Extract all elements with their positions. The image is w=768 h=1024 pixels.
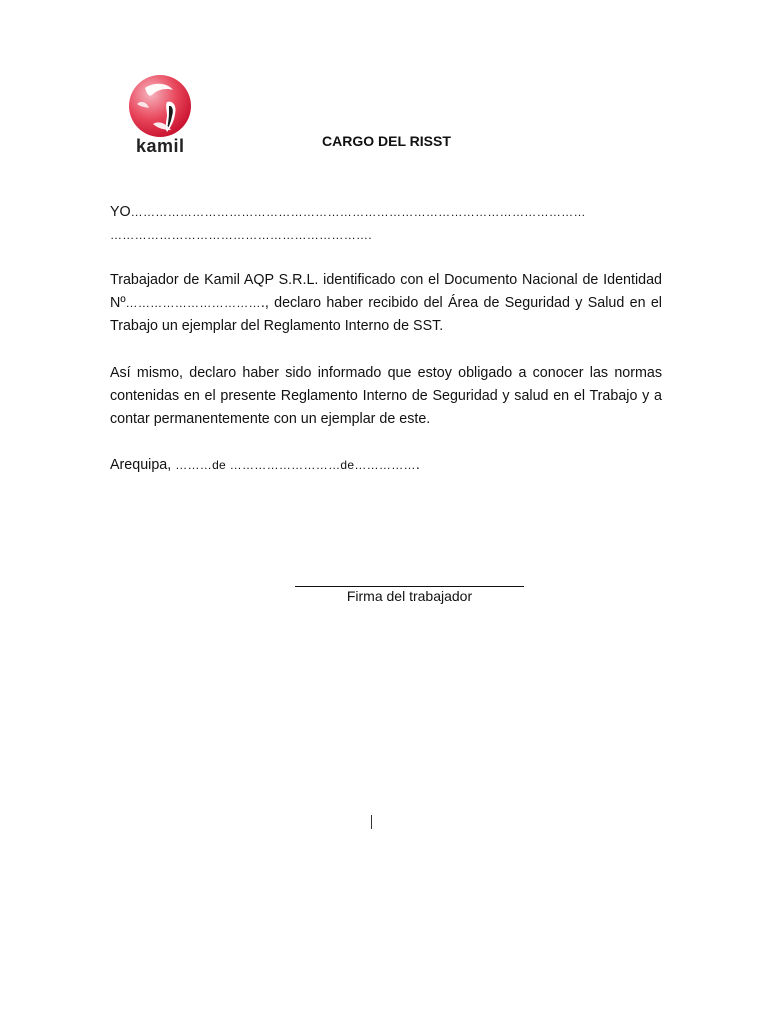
name-line-1 — [110, 201, 662, 224]
signature-line — [295, 586, 524, 587]
name-field-block — [110, 201, 662, 247]
declaration-end: ., declaro haber recibido del Área de Seguridad y Salud en el Trabajo un ejemplar del Reglamento Interno de SST. — [110, 295, 662, 334]
company-logo — [120, 74, 200, 158]
paragraph-declaration — [110, 269, 662, 338]
date-field: ………de ………………………de…………… — [175, 458, 416, 472]
text-cursor — [371, 815, 372, 829]
dni-dots: …………………………… — [125, 296, 261, 310]
name-line-2 — [110, 224, 662, 247]
yo-label: YO — [110, 204, 131, 220]
paragraph-obligation: Así mismo, declaro haber sido informado que estoy obligado a conocer las normas contenidas en el presente Reglamento Interno de Seguridad y salud en el Trabajo y a contar permanentemente con un ejemplar de este. — [110, 365, 662, 427]
place-label: Arequipa, — [110, 457, 172, 473]
place-date-line — [110, 454, 662, 477]
signature-label: Firma del trabajador — [346, 588, 473, 604]
kamil-logo-icon — [123, 74, 197, 138]
logo-text: kamil — [136, 136, 185, 156]
date-end: . — [415, 457, 420, 473]
name-dots-1: ………………………………………………………………………………………………… — [130, 205, 586, 219]
document-title: CARGO DEL RISST — [322, 133, 451, 149]
name-dots-2: ………………………………………………………. — [110, 228, 372, 242]
declaration-start: Trabajador de Kamil AQP S.R.L. identificado con el Documento Nacional de Identidad Nº — [110, 272, 662, 311]
